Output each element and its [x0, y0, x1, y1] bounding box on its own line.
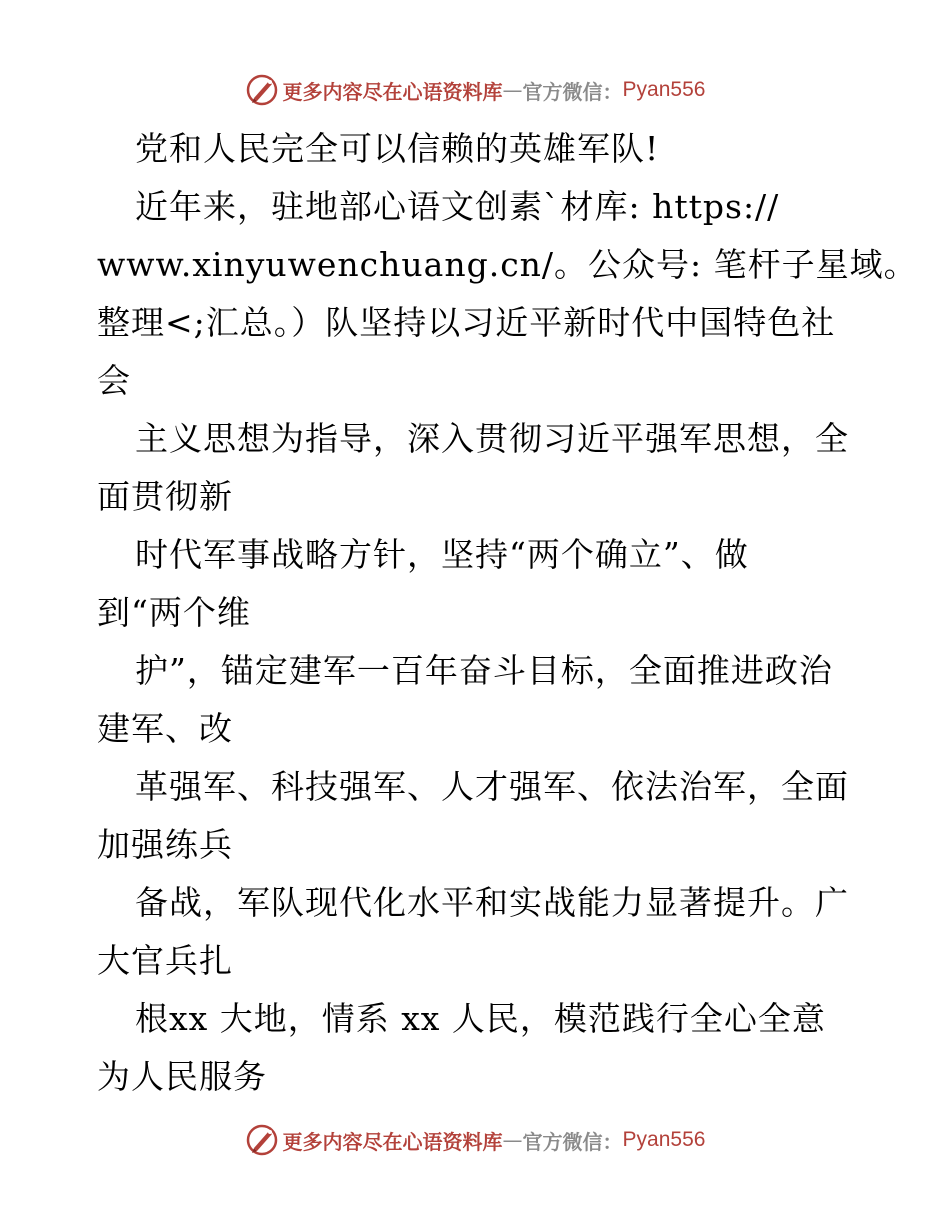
body-line: 大官兵扎 [97, 941, 233, 980]
body-line: 党和人民完全可以信赖的英雄军队! [135, 129, 660, 168]
body-line: 护”，锚定建军一百年奋斗目标，全面推进政治 [135, 651, 833, 690]
body-line: 建军、改 [97, 709, 233, 748]
footer-wechat-label: 官方微信： [522, 1129, 623, 1154]
header-wechat-label: 官方微信： [522, 79, 623, 104]
body-line: 为人民服务 [97, 1057, 267, 1096]
body-line: 备战，军队现代化水平和实战能力显著提升。广 [135, 883, 849, 922]
pen-logo-icon [245, 1123, 279, 1157]
body-line: 到“两个维 [97, 593, 251, 632]
footer-wechat-id: Pyan556 [622, 1128, 706, 1151]
body-line: 近年来，驻地部心语文创素`材库: https:// [135, 187, 780, 226]
body-line: 革强军、科技强军、人才强军、依法治军，全面 [135, 767, 849, 806]
body-line: 主义思想为指导，深入贯彻习近平强军思想，全 [135, 419, 849, 458]
body-line: 根xx 大地，情系 xx 人民，模范践行全心全意 [135, 999, 826, 1038]
body-line: 面贯彻新 [97, 477, 233, 516]
body-line: 会 [97, 361, 131, 400]
header-brand-text: 更多内容尽在心语资料库 [282, 79, 503, 104]
body-line: 时代军事战略方针，坚持“两个确立”、做 [135, 535, 749, 574]
footer-separator: — [502, 1128, 523, 1152]
body-line: 加强练兵 [97, 825, 233, 864]
body-line: www.xinyuwenchuang.cn/。公众号: 笔杆子星域。 [97, 245, 918, 284]
header-banner [0, 70, 950, 110]
header-wechat-id: Pyan556 [622, 78, 706, 101]
body-line: 整理<;汇总。）队坚持以习近平新时代中国特色社 [97, 303, 836, 342]
header-separator: — [502, 78, 523, 102]
pen-logo-icon [245, 73, 279, 107]
footer-banner [0, 1120, 950, 1160]
document-body [97, 120, 918, 1106]
footer-brand-text: 更多内容尽在心语资料库 [282, 1129, 503, 1154]
